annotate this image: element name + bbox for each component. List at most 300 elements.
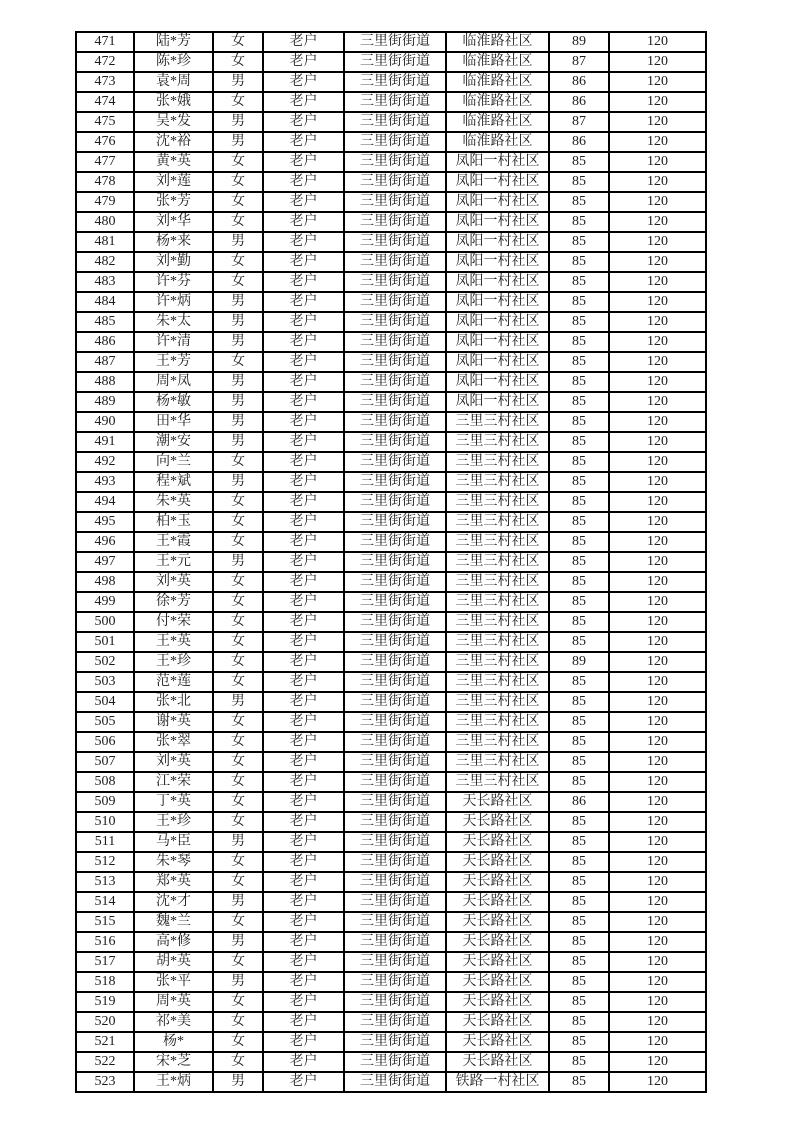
cell-gender: 女 [213, 852, 263, 872]
cell-amount: 120 [609, 932, 706, 952]
cell-community: 天长路社区 [446, 932, 549, 952]
table-row [76, 712, 706, 732]
cell-street: 三里街街道 [344, 752, 446, 772]
cell-name: 杨*敏 [134, 392, 213, 412]
cell-community: 临淮路社区 [446, 52, 549, 72]
cell-age: 85 [549, 292, 609, 312]
cell-household-type: 老户 [263, 792, 344, 812]
cell-amount: 120 [609, 812, 706, 832]
cell-name: 吴*发 [134, 112, 213, 132]
cell-amount: 120 [609, 152, 706, 172]
cell-name: 谢*英 [134, 712, 213, 732]
cell-gender: 男 [213, 832, 263, 852]
cell-community: 三里三村社区 [446, 552, 549, 572]
cell-household-type: 老户 [263, 292, 344, 312]
cell-street: 三里街街道 [344, 572, 446, 592]
cell-gender: 女 [213, 592, 263, 612]
cell-street: 三里街街道 [344, 252, 446, 272]
cell-name: 祁*美 [134, 1012, 213, 1032]
cell-household-type: 老户 [263, 32, 344, 52]
cell-serial: 522 [76, 1052, 134, 1072]
cell-serial: 514 [76, 892, 134, 912]
table-row [76, 792, 706, 812]
cell-community: 凤阳一村社区 [446, 392, 549, 412]
table-row [76, 732, 706, 752]
cell-gender: 女 [213, 712, 263, 732]
cell-household-type: 老户 [263, 912, 344, 932]
cell-street: 三里街街道 [344, 612, 446, 632]
cell-serial: 503 [76, 672, 134, 692]
cell-amount: 120 [609, 672, 706, 692]
table-row [76, 672, 706, 692]
cell-community: 三里三村社区 [446, 572, 549, 592]
cell-serial: 518 [76, 972, 134, 992]
cell-age: 85 [549, 232, 609, 252]
cell-gender: 女 [213, 212, 263, 232]
cell-amount: 120 [609, 912, 706, 932]
cell-amount: 120 [609, 432, 706, 452]
cell-name: 王*芳 [134, 352, 213, 372]
cell-name: 许*炳 [134, 292, 213, 312]
table-row [76, 32, 706, 52]
cell-age: 85 [549, 972, 609, 992]
table-row [76, 172, 706, 192]
cell-street: 三里街街道 [344, 632, 446, 652]
cell-street: 三里街街道 [344, 232, 446, 252]
cell-gender: 女 [213, 872, 263, 892]
cell-name: 张*北 [134, 692, 213, 712]
cell-amount: 120 [609, 612, 706, 632]
cell-name: 王*炳 [134, 1072, 213, 1092]
cell-street: 三里街街道 [344, 472, 446, 492]
cell-amount: 120 [609, 392, 706, 412]
table-row [76, 632, 706, 652]
cell-age: 85 [549, 172, 609, 192]
table-row [76, 532, 706, 552]
cell-household-type: 老户 [263, 892, 344, 912]
cell-name: 马*臣 [134, 832, 213, 852]
cell-household-type: 老户 [263, 552, 344, 572]
table-row [76, 252, 706, 272]
cell-street: 三里街街道 [344, 892, 446, 912]
cell-household-type: 老户 [263, 272, 344, 292]
cell-name: 徐*芳 [134, 592, 213, 612]
cell-gender: 女 [213, 452, 263, 472]
cell-community: 三里三村社区 [446, 732, 549, 752]
cell-community: 三里三村社区 [446, 712, 549, 732]
cell-serial: 484 [76, 292, 134, 312]
cell-gender: 女 [213, 172, 263, 192]
cell-gender: 女 [213, 192, 263, 212]
cell-amount: 120 [609, 892, 706, 912]
cell-age: 85 [549, 592, 609, 612]
cell-gender: 女 [213, 812, 263, 832]
cell-household-type: 老户 [263, 212, 344, 232]
cell-community: 三里三村社区 [446, 652, 549, 672]
cell-gender: 女 [213, 952, 263, 972]
cell-amount: 120 [609, 1072, 706, 1092]
cell-community: 天长路社区 [446, 912, 549, 932]
cell-street: 三里街街道 [344, 92, 446, 112]
table-row [76, 652, 706, 672]
cell-name: 向*兰 [134, 452, 213, 472]
cell-community: 天长路社区 [446, 852, 549, 872]
cell-household-type: 老户 [263, 1052, 344, 1072]
cell-amount: 120 [609, 1032, 706, 1052]
cell-name: 朱*英 [134, 492, 213, 512]
cell-serial: 516 [76, 932, 134, 952]
table-row [76, 852, 706, 872]
cell-age: 85 [549, 272, 609, 292]
cell-household-type: 老户 [263, 452, 344, 472]
cell-age: 85 [549, 352, 609, 372]
cell-gender: 男 [213, 292, 263, 312]
cell-street: 三里街街道 [344, 192, 446, 212]
cell-name: 张*芳 [134, 192, 213, 212]
cell-street: 三里街街道 [344, 812, 446, 832]
cell-household-type: 老户 [263, 72, 344, 92]
cell-amount: 120 [609, 192, 706, 212]
cell-serial: 498 [76, 572, 134, 592]
table-row [76, 972, 706, 992]
cell-age: 85 [549, 252, 609, 272]
cell-gender: 男 [213, 412, 263, 432]
cell-gender: 女 [213, 512, 263, 532]
cell-household-type: 老户 [263, 772, 344, 792]
cell-age: 85 [549, 372, 609, 392]
cell-serial: 488 [76, 372, 134, 392]
cell-community: 临淮路社区 [446, 32, 549, 52]
cell-gender: 女 [213, 92, 263, 112]
table-row [76, 112, 706, 132]
cell-age: 85 [549, 572, 609, 592]
cell-name: 柏*玉 [134, 512, 213, 532]
cell-street: 三里街街道 [344, 672, 446, 692]
cell-age: 86 [549, 132, 609, 152]
cell-household-type: 老户 [263, 752, 344, 772]
cell-gender: 女 [213, 272, 263, 292]
table-row [76, 272, 706, 292]
cell-name: 杨*来 [134, 232, 213, 252]
cell-gender: 女 [213, 352, 263, 372]
cell-gender: 男 [213, 392, 263, 412]
table-row [76, 332, 706, 352]
cell-age: 85 [549, 332, 609, 352]
cell-street: 三里街街道 [344, 992, 446, 1012]
cell-community: 三里三村社区 [446, 532, 549, 552]
cell-street: 三里街街道 [344, 352, 446, 372]
table-row [76, 192, 706, 212]
table-row [76, 52, 706, 72]
cell-age: 85 [549, 1012, 609, 1032]
cell-age: 85 [549, 712, 609, 732]
cell-household-type: 老户 [263, 992, 344, 1012]
table-row [76, 912, 706, 932]
cell-community: 三里三村社区 [446, 772, 549, 792]
cell-gender: 女 [213, 612, 263, 632]
cell-street: 三里街街道 [344, 452, 446, 472]
table-row [76, 292, 706, 312]
table-row [76, 992, 706, 1012]
table-row [76, 392, 706, 412]
cell-gender: 男 [213, 892, 263, 912]
cell-amount: 120 [609, 272, 706, 292]
table-row [76, 572, 706, 592]
cell-street: 三里街街道 [344, 32, 446, 52]
cell-community: 三里三村社区 [446, 592, 549, 612]
cell-name: 江*荣 [134, 772, 213, 792]
cell-amount: 120 [609, 712, 706, 732]
cell-household-type: 老户 [263, 112, 344, 132]
cell-gender: 女 [213, 492, 263, 512]
cell-street: 三里街街道 [344, 292, 446, 312]
cell-amount: 120 [609, 32, 706, 52]
cell-amount: 120 [609, 112, 706, 132]
cell-serial: 517 [76, 952, 134, 972]
cell-gender: 女 [213, 672, 263, 692]
table-row [76, 92, 706, 112]
cell-street: 三里街街道 [344, 312, 446, 332]
cell-community: 凤阳一村社区 [446, 212, 549, 232]
cell-age: 85 [549, 472, 609, 492]
cell-age: 86 [549, 72, 609, 92]
cell-household-type: 老户 [263, 632, 344, 652]
cell-serial: 492 [76, 452, 134, 472]
cell-amount: 120 [609, 132, 706, 152]
cell-age: 85 [549, 1032, 609, 1052]
cell-age: 85 [549, 672, 609, 692]
table-row [76, 212, 706, 232]
cell-age: 85 [549, 832, 609, 852]
cell-age: 85 [549, 732, 609, 752]
cell-gender: 男 [213, 112, 263, 132]
cell-household-type: 老户 [263, 52, 344, 72]
cell-street: 三里街街道 [344, 72, 446, 92]
cell-gender: 男 [213, 1072, 263, 1092]
cell-serial: 512 [76, 852, 134, 872]
cell-amount: 120 [609, 592, 706, 612]
cell-amount: 120 [609, 52, 706, 72]
cell-gender: 女 [213, 572, 263, 592]
cell-amount: 120 [609, 492, 706, 512]
cell-age: 85 [549, 752, 609, 772]
cell-street: 三里街街道 [344, 272, 446, 292]
cell-street: 三里街街道 [344, 332, 446, 352]
cell-street: 三里街街道 [344, 972, 446, 992]
cell-serial: 483 [76, 272, 134, 292]
cell-amount: 120 [609, 732, 706, 752]
cell-gender: 女 [213, 152, 263, 172]
cell-community: 凤阳一村社区 [446, 272, 549, 292]
cell-age: 85 [549, 392, 609, 412]
cell-serial: 519 [76, 992, 134, 1012]
cell-serial: 478 [76, 172, 134, 192]
cell-serial: 489 [76, 392, 134, 412]
table-row [76, 1032, 706, 1052]
cell-community: 凤阳一村社区 [446, 172, 549, 192]
cell-age: 85 [549, 952, 609, 972]
cell-community: 天长路社区 [446, 832, 549, 852]
cell-community: 临淮路社区 [446, 92, 549, 112]
cell-gender: 男 [213, 332, 263, 352]
cell-age: 85 [549, 192, 609, 212]
table-row [76, 152, 706, 172]
cell-serial: 474 [76, 92, 134, 112]
cell-household-type: 老户 [263, 1032, 344, 1052]
cell-street: 三里街街道 [344, 712, 446, 732]
cell-street: 三里街街道 [344, 112, 446, 132]
cell-street: 三里街街道 [344, 532, 446, 552]
cell-community: 三里三村社区 [446, 632, 549, 652]
cell-community: 天长路社区 [446, 892, 549, 912]
cell-community: 凤阳一村社区 [446, 292, 549, 312]
cell-serial: 480 [76, 212, 134, 232]
cell-age: 85 [549, 892, 609, 912]
table-row [76, 692, 706, 712]
cell-amount: 120 [609, 652, 706, 672]
cell-household-type: 老户 [263, 652, 344, 672]
cell-name: 杨* [134, 1032, 213, 1052]
cell-community: 临淮路社区 [446, 132, 549, 152]
table-row [76, 892, 706, 912]
cell-name: 王*英 [134, 632, 213, 652]
cell-age: 87 [549, 112, 609, 132]
cell-amount: 120 [609, 472, 706, 492]
cell-street: 三里街街道 [344, 792, 446, 812]
cell-age: 85 [549, 852, 609, 872]
cell-household-type: 老户 [263, 512, 344, 532]
cell-amount: 120 [609, 852, 706, 872]
cell-amount: 120 [609, 572, 706, 592]
cell-serial: 497 [76, 552, 134, 572]
cell-amount: 120 [609, 792, 706, 812]
cell-community: 临淮路社区 [446, 112, 549, 132]
cell-amount: 120 [609, 292, 706, 312]
cell-street: 三里街街道 [344, 952, 446, 972]
cell-amount: 120 [609, 832, 706, 852]
cell-name: 周*英 [134, 992, 213, 1012]
table-row [76, 512, 706, 532]
cell-community: 三里三村社区 [446, 452, 549, 472]
cell-street: 三里街街道 [344, 912, 446, 932]
cell-household-type: 老户 [263, 312, 344, 332]
cell-serial: 510 [76, 812, 134, 832]
cell-gender: 女 [213, 1052, 263, 1072]
table-row [76, 372, 706, 392]
cell-community: 天长路社区 [446, 972, 549, 992]
cell-household-type: 老户 [263, 1012, 344, 1032]
cell-age: 87 [549, 52, 609, 72]
cell-household-type: 老户 [263, 592, 344, 612]
cell-serial: 505 [76, 712, 134, 732]
cell-name: 付*荣 [134, 612, 213, 632]
cell-gender: 女 [213, 1032, 263, 1052]
cell-household-type: 老户 [263, 1072, 344, 1092]
cell-name: 刘*英 [134, 572, 213, 592]
table-row [76, 352, 706, 372]
cell-gender: 女 [213, 652, 263, 672]
cell-street: 三里街街道 [344, 372, 446, 392]
cell-serial: 472 [76, 52, 134, 72]
cell-amount: 120 [609, 512, 706, 532]
cell-amount: 120 [609, 752, 706, 772]
cell-community: 铁路一村社区 [446, 1072, 549, 1092]
cell-household-type: 老户 [263, 832, 344, 852]
cell-community: 天长路社区 [446, 812, 549, 832]
table-row [76, 872, 706, 892]
cell-community: 天长路社区 [446, 1012, 549, 1032]
cell-street: 三里街街道 [344, 1052, 446, 1072]
cell-name: 张*娥 [134, 92, 213, 112]
cell-serial: 500 [76, 612, 134, 632]
cell-name: 张*翠 [134, 732, 213, 752]
cell-community: 三里三村社区 [446, 672, 549, 692]
cell-name: 宋*芝 [134, 1052, 213, 1072]
cell-street: 三里街街道 [344, 132, 446, 152]
cell-household-type: 老户 [263, 392, 344, 412]
table-row [76, 232, 706, 252]
cell-household-type: 老户 [263, 132, 344, 152]
table-row [76, 432, 706, 452]
cell-gender: 女 [213, 792, 263, 812]
cell-serial: 521 [76, 1032, 134, 1052]
cell-amount: 120 [609, 632, 706, 652]
cell-name: 刘*英 [134, 752, 213, 772]
cell-household-type: 老户 [263, 92, 344, 112]
cell-community: 凤阳一村社区 [446, 352, 549, 372]
cell-serial: 520 [76, 1012, 134, 1032]
cell-name: 丁*英 [134, 792, 213, 812]
cell-household-type: 老户 [263, 932, 344, 952]
cell-amount: 120 [609, 1012, 706, 1032]
cell-household-type: 老户 [263, 612, 344, 632]
cell-age: 85 [549, 512, 609, 532]
cell-amount: 120 [609, 772, 706, 792]
cell-household-type: 老户 [263, 952, 344, 972]
cell-age: 85 [549, 912, 609, 932]
cell-name: 王*元 [134, 552, 213, 572]
cell-gender: 男 [213, 472, 263, 492]
cell-community: 凤阳一村社区 [446, 372, 549, 392]
cell-age: 85 [549, 412, 609, 432]
cell-age: 89 [549, 32, 609, 52]
table-row [76, 812, 706, 832]
cell-amount: 120 [609, 552, 706, 572]
cell-age: 85 [549, 152, 609, 172]
cell-age: 85 [549, 992, 609, 1012]
cell-gender: 男 [213, 432, 263, 452]
cell-household-type: 老户 [263, 372, 344, 392]
cell-amount: 120 [609, 92, 706, 112]
cell-street: 三里街街道 [344, 652, 446, 672]
table-row [76, 832, 706, 852]
cell-serial: 495 [76, 512, 134, 532]
cell-household-type: 老户 [263, 472, 344, 492]
beneficiary-table [75, 31, 707, 1093]
cell-age: 85 [549, 452, 609, 472]
table-row [76, 492, 706, 512]
cell-name: 魏*兰 [134, 912, 213, 932]
cell-name: 郑*英 [134, 872, 213, 892]
cell-name: 程*斌 [134, 472, 213, 492]
cell-name: 王*霞 [134, 532, 213, 552]
cell-serial: 476 [76, 132, 134, 152]
cell-household-type: 老户 [263, 172, 344, 192]
cell-community: 三里三村社区 [446, 752, 549, 772]
cell-street: 三里街街道 [344, 592, 446, 612]
cell-community: 凤阳一村社区 [446, 252, 549, 272]
cell-serial: 504 [76, 692, 134, 712]
